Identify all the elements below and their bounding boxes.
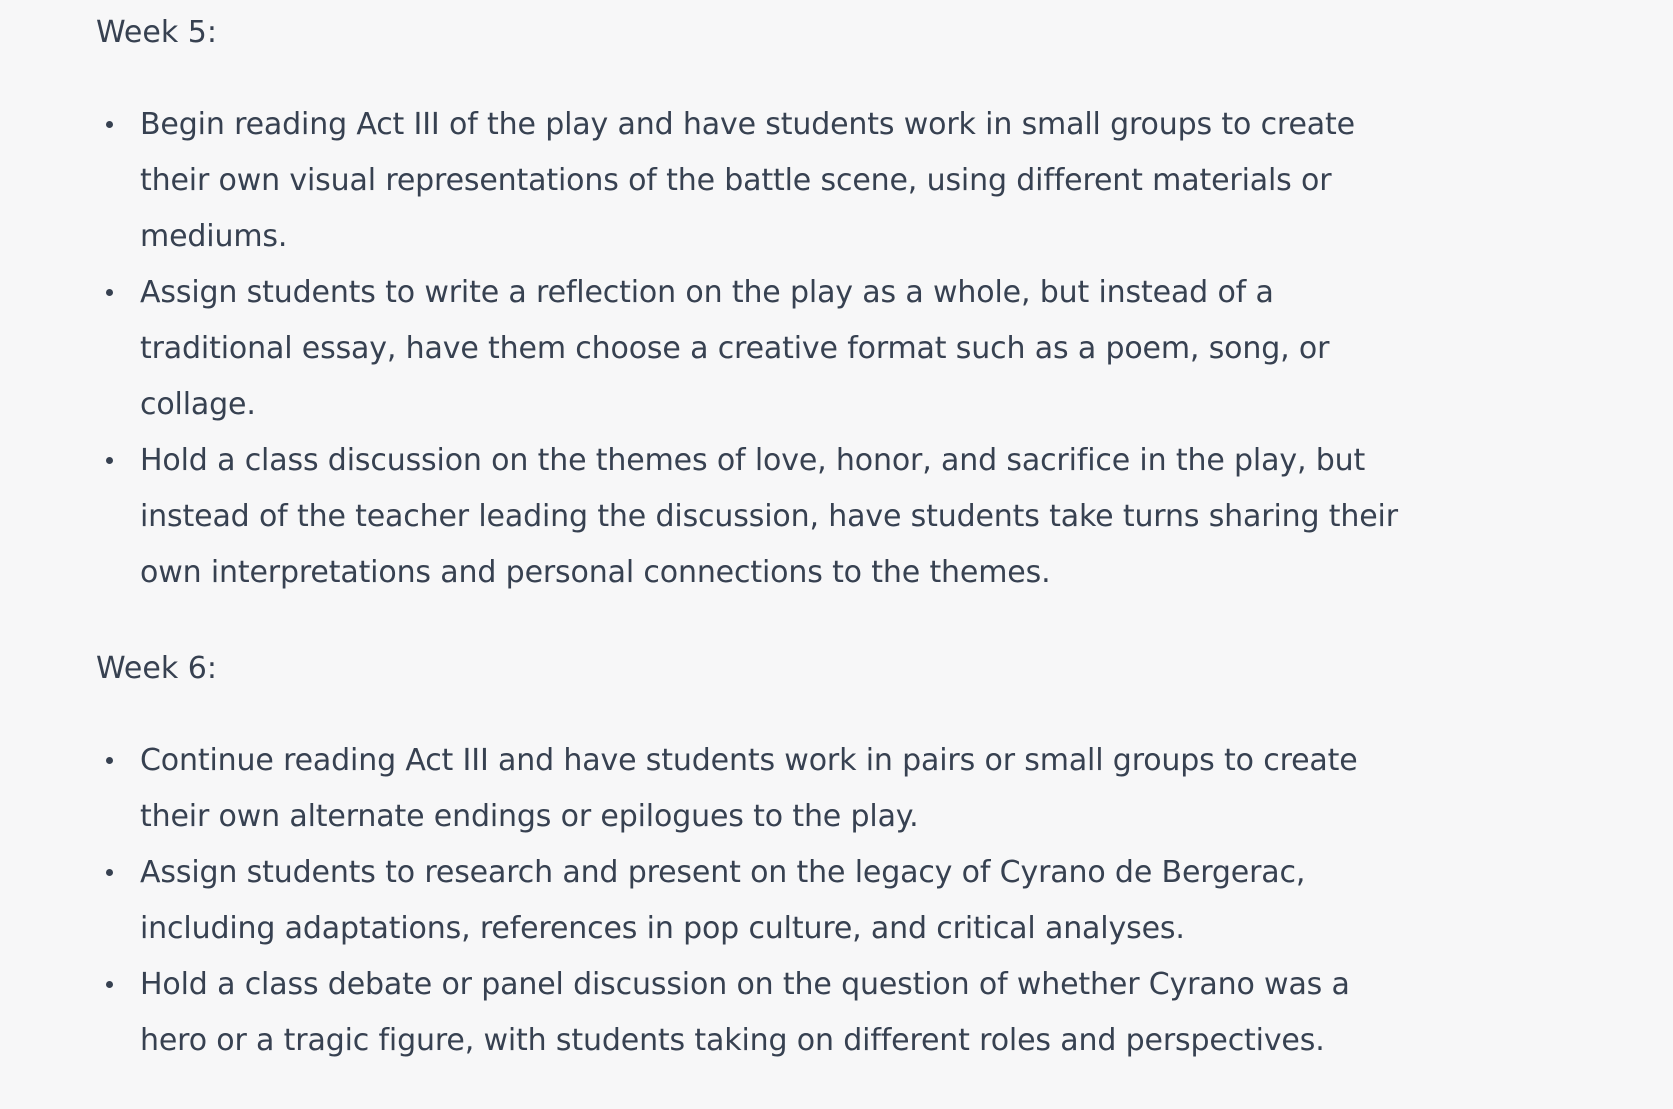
list-item [96,97,1416,265]
lesson-plan-content [96,0,1416,1109]
list-item [96,957,1416,1069]
bullet-icon [106,757,113,764]
list-item-text: Assign students to write a reflection on the play as a whole, but instead of a traditional essay, have them choose a creative format such as a poem, song, or collage. [140,275,1330,422]
task-list [96,97,1416,601]
week-6-section [96,641,1416,1069]
list-item [96,265,1416,433]
week-5-section [96,5,1416,601]
list-item-text: Begin reading Act III of the play and have students work in small groups to create their own visual representations of the battle scene, using different materials or mediums. [140,107,1355,254]
bullet-icon [106,869,113,876]
bullet-icon [106,289,113,296]
list-item-text: Hold a class debate or panel discussion on the question of whether Cyrano was a hero or a tragic figure, with students taking on different roles and perspectives. [140,967,1350,1058]
list-item [96,845,1416,957]
list-item-text: Hold a class discussion on the themes of love, honor, and sacrifice in the play, but instead of the teacher leading the discussion, have students take turns sharing their own interpretations and personal connections to the themes. [140,443,1398,590]
week-heading: Week 6: [96,651,217,686]
bullet-icon [106,457,113,464]
list-item [96,433,1416,601]
task-list [96,733,1416,1069]
week-heading: Week 5: [96,15,217,50]
bullet-icon [106,981,113,988]
list-item [96,733,1416,845]
list-item-text: Assign students to research and present on the legacy of Cyrano de Bergerac, including adaptations, references in pop culture, and critical analyses. [140,855,1306,946]
list-item-text: Continue reading Act III and have students work in pairs or small groups to create their own alternate endings or epilogues to the play. [140,743,1358,834]
bullet-icon [106,121,113,128]
